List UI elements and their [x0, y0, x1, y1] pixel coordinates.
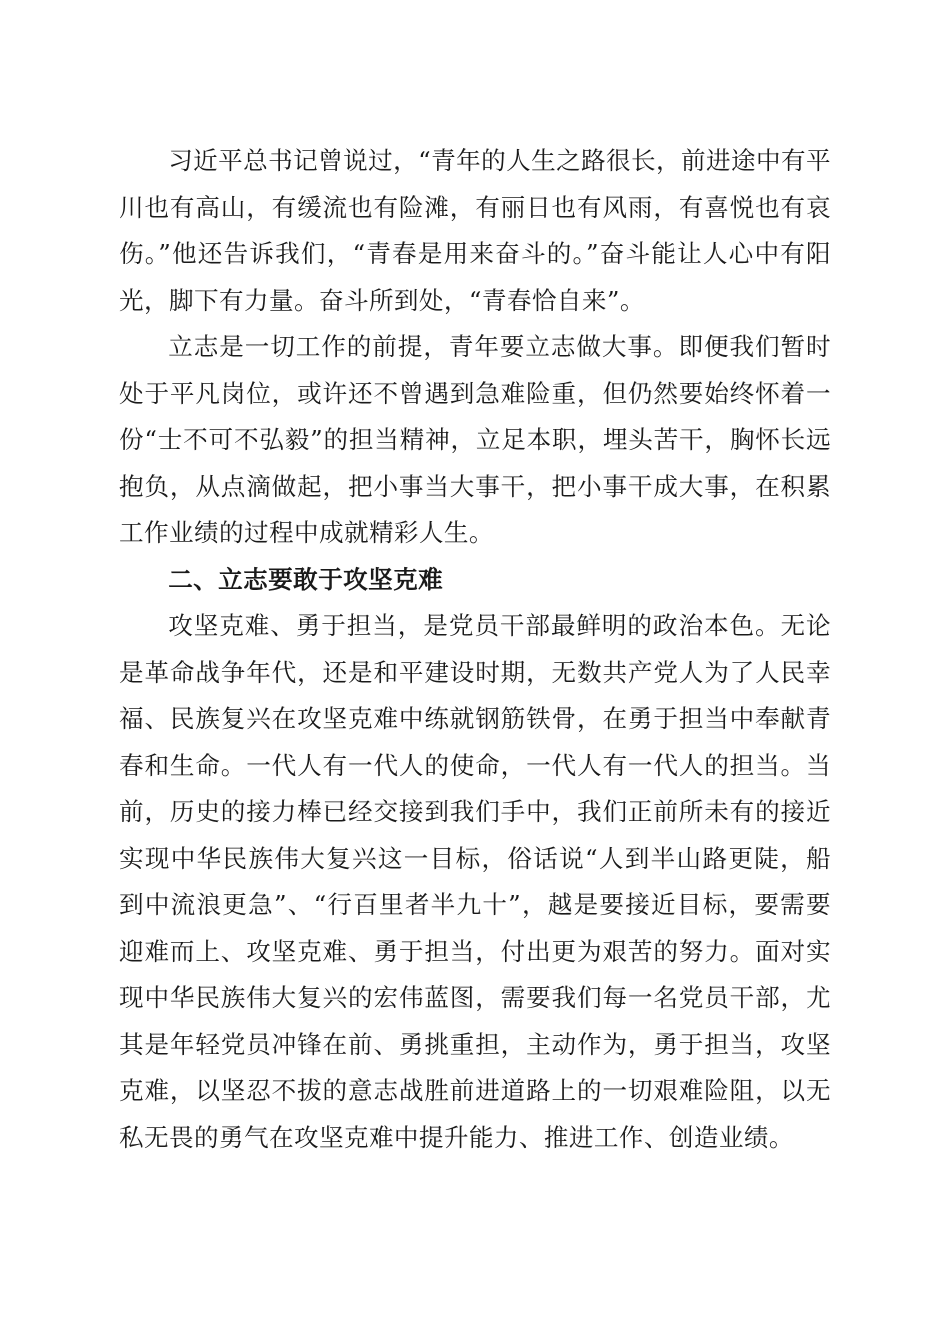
document-body: [119, 138, 831, 1161]
section-heading-2: 二、立志要敢于攻坚克难: [168, 564, 444, 594]
paragraph-set-ambition: 立志是一切工作的前提，青年要立志做大事。即便我们暂时处于平凡岗位，或许还不曾遇到急难险重，但仍然要始终怀着一份“士不可不弘毅”的担当精神，立足本职，埋头苦干，胸怀长远抱负，从点滴做起，把小事当大事干，把小事干成大事，在积累工作业绩的过程中成就精彩人生。: [119, 332, 831, 547]
paragraph-overcome-difficulties: 攻坚克难、勇于担当，是党员干部最鲜明的政治本色。无论是革命战争年代，还是和平建设时期，无数共产党人为了人民幸福、民族复兴在攻坚克难中练就钢筋铁骨，在勇于担当中奉献青春和生命。一代人有一代人的使命，一代人有一代人的担当。当前，历史的接力棒已经交接到我们手中，我们正前所未有的接近实现中华民族伟大复兴这一目标，俗话说“人到半山路更陡，船到中流浪更急”、“行百里者半九十”，越是要接近目标，要需要迎难而上、攻坚克难、勇于担当，付出更为艰苦的努力。面对实现中华民族伟大复兴的宏伟蓝图，需要我们每一名党员干部，尤其是年轻党员冲锋在前、勇挑重担，主动作为，勇于担当，攻坚克难，以坚忍不拔的意志战胜前进道路上的一切艰难险阻，以无私无畏的勇气在攻坚克难中提升能力、推进工作、创造业绩。: [119, 611, 831, 1152]
paragraph-youth-road: 习近平总书记曾说过，“青年的人生之路很长，前进途中有平川也有高山，有缓流也有险滩，有丽日也有风雨，有喜悦也有哀伤。”他还告诉我们，“青春是用来奋斗的。”奋斗能让人心中有阳光，脚下有力量。奋斗所到处，“青春恰自来”。: [119, 146, 831, 315]
